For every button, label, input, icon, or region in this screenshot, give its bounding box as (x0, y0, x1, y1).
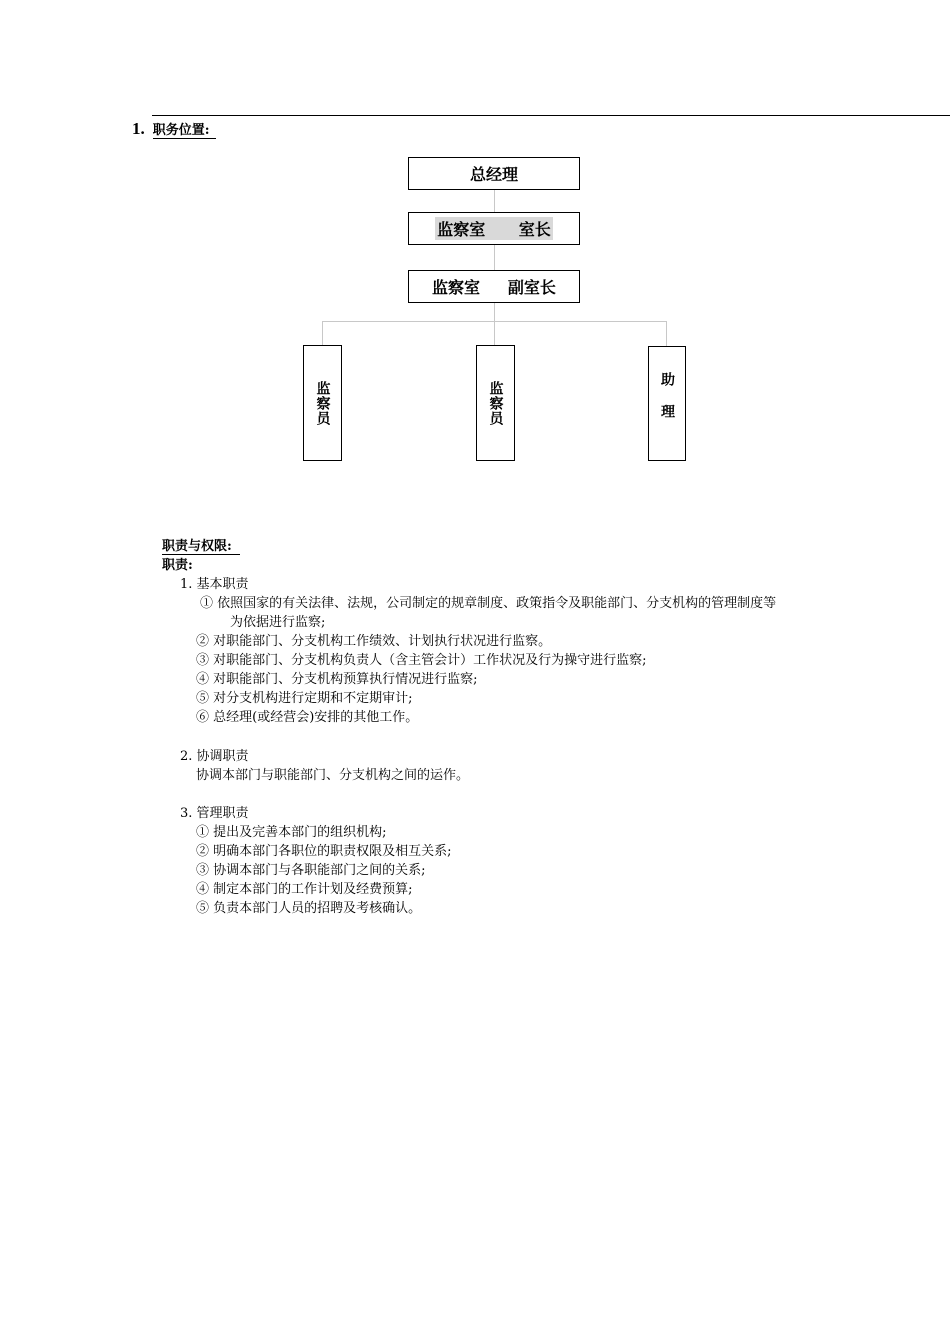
org-box-inspector-2 (476, 345, 515, 461)
connector-line (322, 321, 667, 322)
basic-duty-item: ⑥ 总经理(或经营会)安排的其他工作。 (196, 710, 419, 725)
org-vertical-label: 监察员 (314, 380, 331, 426)
coord-duties-title: 2. 协调职责 (180, 749, 249, 764)
org-box-director (408, 212, 580, 245)
connector-line (494, 245, 495, 271)
connector-line (666, 321, 667, 346)
section-number: 1. (132, 119, 145, 138)
org-box-deputy-director (408, 270, 580, 303)
basic-duty-item: ③ 对职能部门、分支机构负责人（含主管会计）工作状况及行为操守进行监察; (196, 653, 647, 668)
connector-line (322, 321, 323, 345)
mgmt-duty-item: ③ 协调本部门与各职能部门之间的关系; (196, 863, 426, 878)
org-vertical-label: 助理 (659, 371, 675, 436)
basic-duty-item: ① 依照国家的有关法律、法规，公司制定的规章制度、政策指令及职能部门、分支机构的管理制度等 (200, 596, 777, 611)
basic-duty-item: ② 对职能部门、分支机构工作绩效、计划执行状况进行监察。 (196, 634, 552, 649)
org-box-inspector-1 (303, 345, 342, 461)
header-rule (152, 115, 950, 116)
basic-duties-title: 1. 基本职责 (180, 577, 249, 592)
org-box-general-manager (408, 157, 580, 190)
basic-duty-item-cont: 为依据进行监察; (230, 615, 326, 630)
duties-heading: 职责与权限: (162, 537, 240, 556)
section-label: 职务位置: (153, 123, 216, 139)
mgmt-duty-item: ② 明确本部门各职位的职责权限及相互关系; (196, 844, 452, 859)
org-box-label: 总经理 (469, 165, 518, 184)
duties-subheading: 职责: (162, 558, 193, 573)
org-box-assistant (648, 346, 686, 461)
org-box-label: 监察室 副室长 (432, 278, 556, 297)
org-vertical-label: 监察员 (487, 380, 504, 426)
mgmt-duty-item: ⑤ 负责本部门人员的招聘及考核确认。 (196, 901, 422, 916)
mgmt-duties-title: 3. 管理职责 (180, 806, 249, 821)
section-heading (132, 119, 216, 139)
connector-line (494, 190, 495, 212)
org-box-label: 监察室 室长 (435, 217, 552, 240)
connector-line (494, 303, 495, 345)
basic-duty-item: ④ 对职能部门、分支机构预算执行情况进行监察; (196, 672, 478, 687)
coord-duties-text: 协调本部门与职能部门、分支机构之间的运作。 (196, 768, 470, 783)
mgmt-duty-item: ① 提出及完善本部门的组织机构; (196, 825, 387, 840)
basic-duty-item: ⑤ 对分支机构进行定期和不定期审计; (196, 691, 413, 706)
mgmt-duty-item: ④ 制定本部门的工作计划及经费预算; (196, 882, 413, 897)
